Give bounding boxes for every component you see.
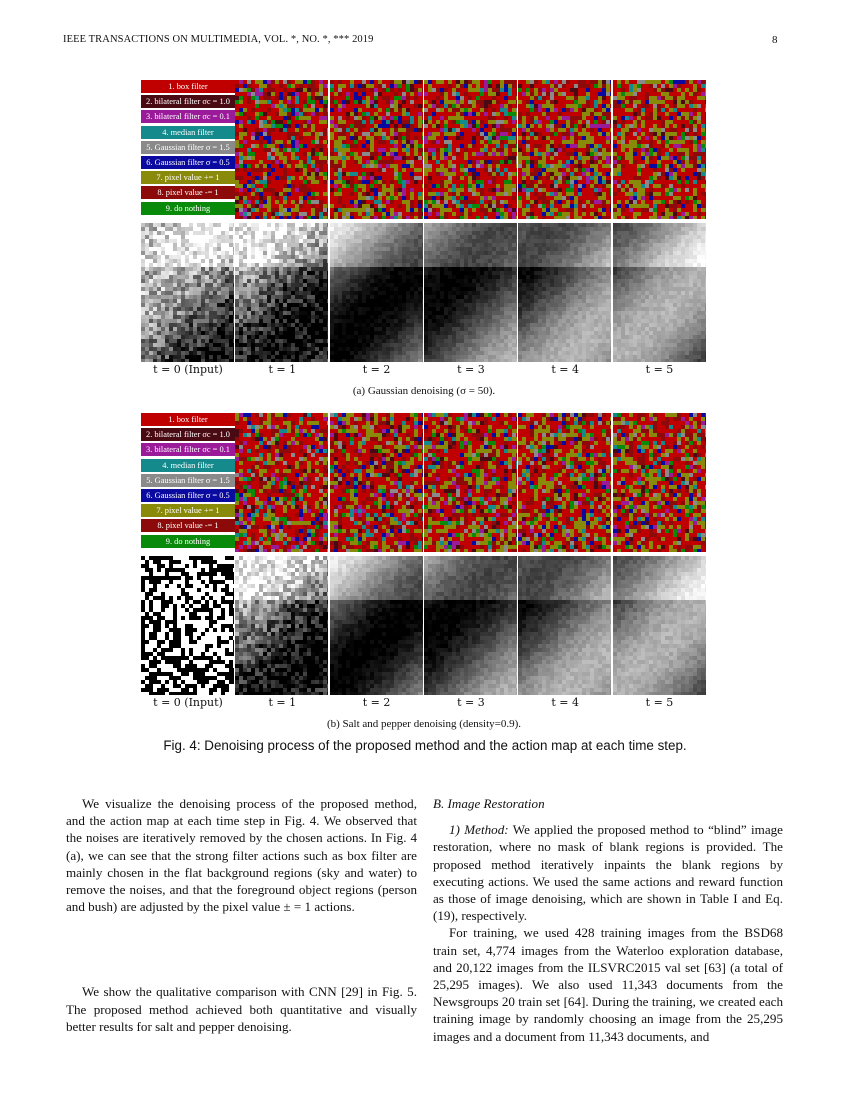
- action-map-t5: [613, 413, 706, 552]
- paragraph-visualization: We visualize the denoising process of the proposed method, and the action map at each time step in Fig. 4. We observed that the noises are iteratively removed by the chosen actions. In Fig. 4 (a), we can see that the strong filter actions such as box filter are mainly chosen in the flat background regions (sky and water) to remove the noises, and that the foreground object regions (person and bush) are adjusted by the pixel value ± = 1 actions.: [66, 796, 417, 915]
- subfigure-a-caption: (a) Gaussian denoising (σ = 50).: [352, 385, 496, 397]
- result-image-t1: [235, 223, 328, 362]
- time-step-labels: [141, 363, 707, 379]
- time-label: t = 5: [645, 696, 674, 709]
- action-map-t3: [424, 80, 517, 219]
- legend-item: 2. bilateral filter σc = 1.0: [141, 428, 235, 441]
- legend-item: 9. do nothing: [141, 202, 235, 215]
- action-map-t3: [424, 413, 517, 552]
- legend-item: 6. Gaussian filter σ = 0.5: [141, 489, 235, 502]
- time-label: t = 0 (Input): [153, 696, 223, 709]
- result-image-t4: [518, 223, 611, 362]
- right-column: [433, 795, 783, 1045]
- time-label: t = 4: [551, 696, 579, 709]
- method-text: We applied the proposed method to “blind” image restoration, where no mask of blank regions is provided. The proposed method iteratively inpaints the blank regions by executing actions. We used the same actions and reward function as those of image denoising, which are shown in Table I and Eq. (19), respectively.: [433, 822, 783, 924]
- time-label: t = 4: [551, 363, 579, 376]
- figure-caption: Fig. 4: Denoising process of the proposed method and the action map at each time step.: [163, 738, 687, 753]
- action-map-t2: [330, 413, 423, 552]
- time-label: t = 3: [457, 696, 485, 709]
- action-map-t4: [518, 80, 611, 219]
- legend-item: 1. box filter: [141, 80, 235, 93]
- legend-item: 9. do nothing: [141, 535, 235, 548]
- action-map-t4: [518, 413, 611, 552]
- time-label: t = 5: [645, 363, 674, 376]
- legend-item: 6. Gaussian filter σ = 0.5: [141, 156, 235, 169]
- figure-a-gaussian-denoising: [141, 80, 707, 400]
- subfigure-b-caption: (b) Salt and pepper denoising (density=0.9).: [326, 718, 522, 730]
- running-header: IEEE TRANSACTIONS ON MULTIMEDIA, VOL. *, NO. *, *** 2019: [63, 34, 374, 45]
- legend-item: 8. pixel value -= 1: [141, 186, 235, 199]
- legend-item: 5. Gaussian filter σ = 1.5: [141, 474, 235, 487]
- section-heading: B. Image Restoration: [433, 796, 545, 811]
- paragraph-training: For training, we used 428 training images from the BSD68 train set, 4,774 images from the Waterloo exploration database, and 20,122 images from the ILSVRC2015 val set [63] (a total of 25,295 images). We also used 11,343 documents from the Newsgroups 20 train set [64]. During the training, we created each training image by randomly choosing an image from the 25,295 images and a document from 11,343 documents, and: [433, 925, 783, 1044]
- action-legend: [141, 80, 235, 217]
- result-image-t0: [141, 556, 234, 695]
- result-image-t2: [330, 223, 423, 362]
- page-number: 8: [772, 34, 778, 46]
- time-label: t = 3: [457, 363, 485, 376]
- action-map-t5: [613, 80, 706, 219]
- action-map-t1: [235, 80, 328, 219]
- time-label: t = 2: [362, 696, 391, 709]
- time-label: t = 1: [268, 696, 297, 709]
- action-legend: [141, 413, 235, 550]
- legend-item: 2. bilateral filter σc = 1.0: [141, 95, 235, 108]
- result-image-t3: [424, 556, 517, 695]
- method-label: 1) Method:: [449, 822, 509, 838]
- paragraph-method: [433, 821, 783, 924]
- result-image-t2: [330, 556, 423, 695]
- time-label: t = 1: [268, 363, 297, 376]
- action-map-t1: [235, 413, 328, 552]
- legend-item: 1. box filter: [141, 413, 235, 426]
- result-image-t0: [141, 223, 234, 362]
- figure-b-salt-pepper-denoising: [141, 413, 707, 733]
- left-column: [66, 795, 417, 1035]
- legend-item: 7. pixel value += 1: [141, 504, 235, 517]
- result-image-t4: [518, 556, 611, 695]
- legend-item: 8. pixel value -= 1: [141, 519, 235, 532]
- legend-item: 4. median filter: [141, 459, 235, 472]
- legend-item: 3. bilateral filter σc = 0.1: [141, 443, 235, 456]
- legend-item: 7. pixel value += 1: [141, 171, 235, 184]
- result-image-t3: [424, 223, 517, 362]
- legend-item: 4. median filter: [141, 126, 235, 139]
- time-label: t = 2: [362, 363, 391, 376]
- action-map-t2: [330, 80, 423, 219]
- result-image-t5: [613, 556, 706, 695]
- time-step-labels: [141, 696, 707, 712]
- result-image-t1: [235, 556, 328, 695]
- legend-item: 5. Gaussian filter σ = 1.5: [141, 141, 235, 154]
- paragraph-comparison: We show the qualitative comparison with CNN [29] in Fig. 5. The proposed method achieved both quantitative and visually better results for salt and pepper denoising.: [66, 984, 417, 1034]
- result-image-t5: [613, 223, 706, 362]
- legend-item: 3. bilateral filter σc = 0.1: [141, 110, 235, 123]
- time-label: t = 0 (Input): [153, 363, 223, 376]
